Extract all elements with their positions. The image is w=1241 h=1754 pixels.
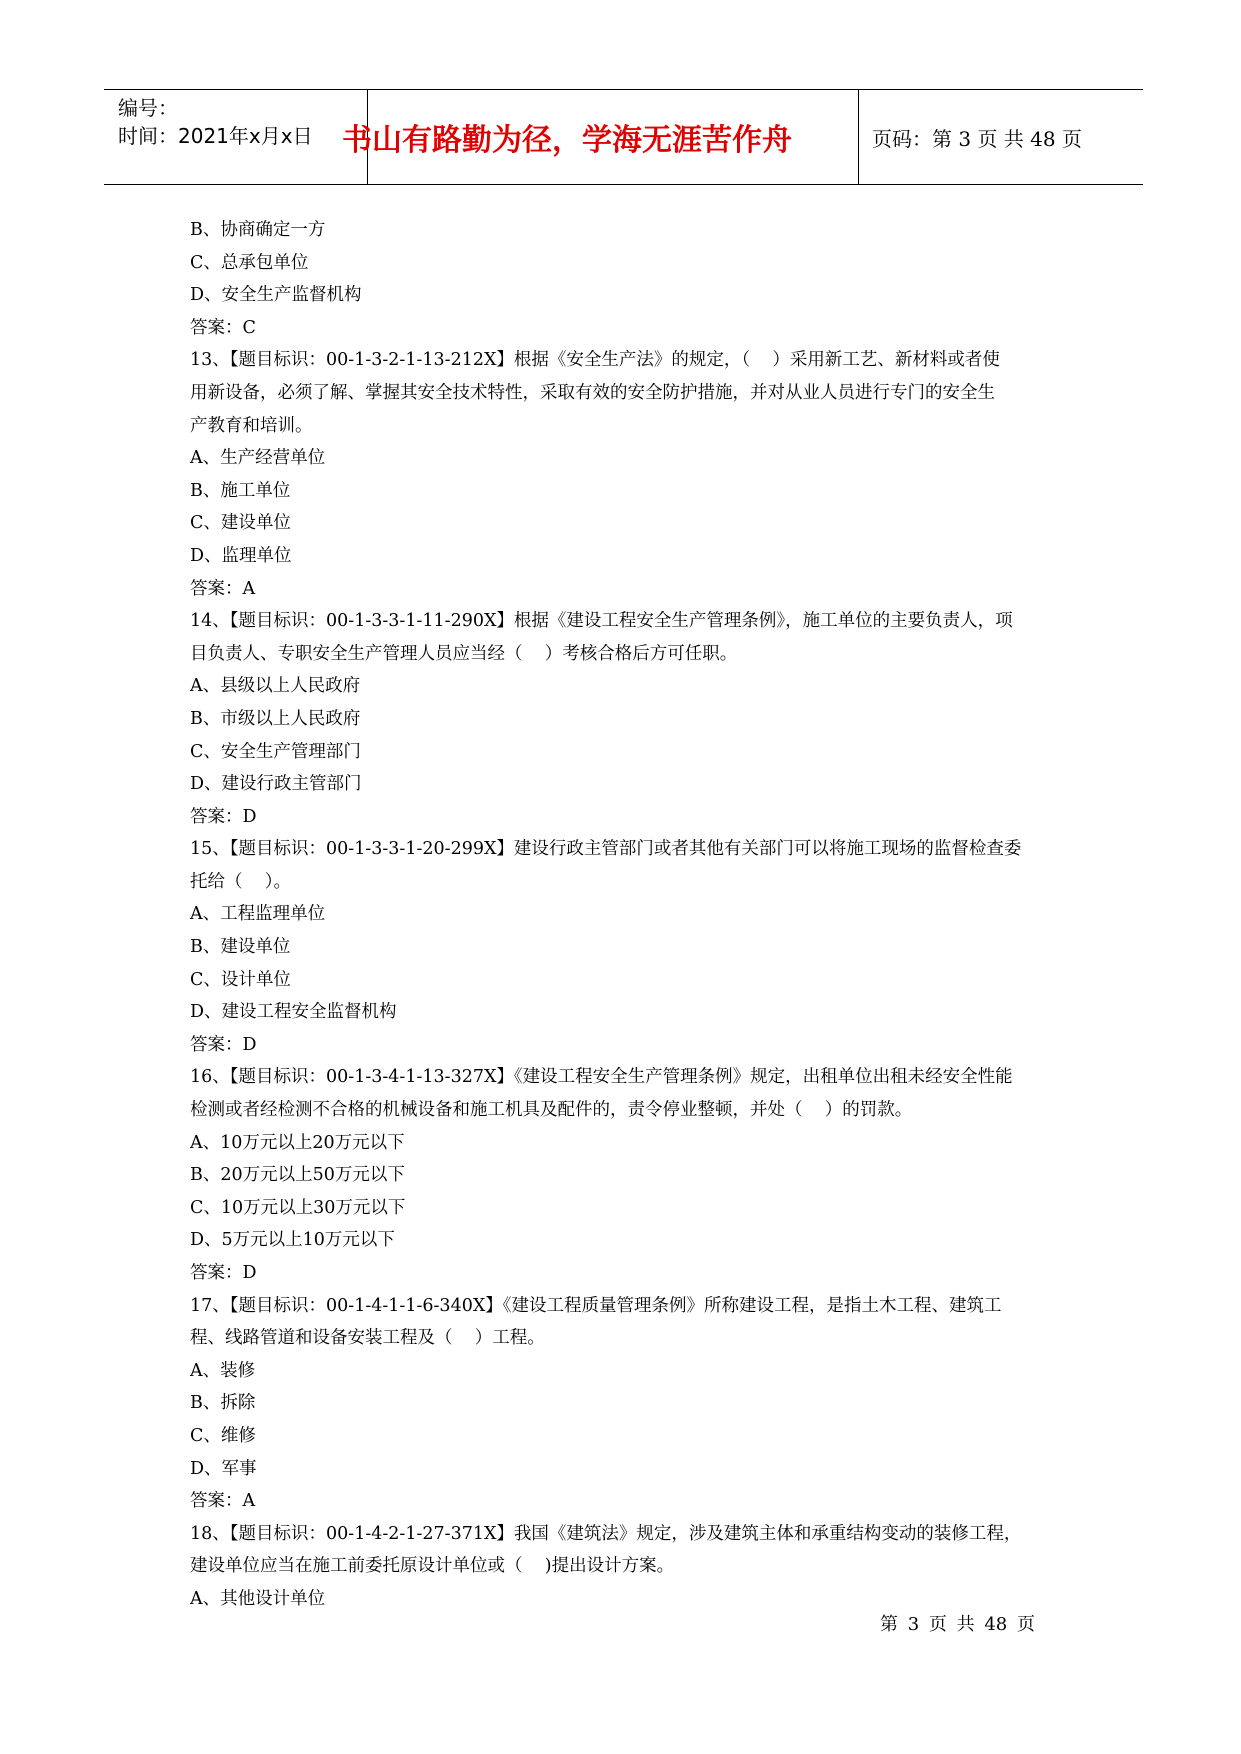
content-line: 检测或者经检测不合格的机械设备和施工机具及配件的，责令停业整顿，并处（ ）的罚款。 (190, 1100, 913, 1121)
content-line: 15、【题目标识：00-1-3-3-1-20-299X】建设行政主管部门或者其他有关部门可以将施工现场的监督检查委 (190, 839, 1022, 860)
content-line: A、工程监理单位 (190, 904, 326, 925)
content-line: 答案：A (190, 1491, 256, 1512)
content-line: B、协商确定一方 (190, 220, 326, 240)
content-line: D、建设行政主管部门 (190, 774, 362, 795)
content-line: 用新设备，必须了解、掌握其安全技术特性，采取有效的安全防护措施，并对从业人员进行专门的安全生 (190, 382, 995, 403)
content-line: A、县级以上人民政府 (190, 676, 361, 697)
content-line: A、其他设计单位 (190, 1588, 326, 1609)
content-line: 产教育和培训。 (190, 415, 313, 436)
content-line: C、维修 (190, 1425, 256, 1446)
time-label: 时间：2021年x月x日 (118, 124, 313, 148)
page-footer: 第 3 页 共 48 页 (880, 1614, 1035, 1635)
content-line: A、装修 (190, 1360, 256, 1381)
content-line: 16、【题目标识：00-1-3-4-1-13-327X】《建设工程安全生产管理条例》规定，出租单位出租未经安全性能 (190, 1067, 1013, 1088)
question-content (190, 214, 1070, 1616)
content-line: 托给（ ）。 (190, 871, 292, 892)
content-line: 13、【题目标识：00-1-3-2-1-13-212X】根据《安全生产法》的规定，（ ）采用新工艺、新材料或者使 (190, 350, 1000, 371)
content-line: C、总承包单位 (190, 252, 309, 273)
content-line: 14、【题目标识：00-1-3-3-1-11-290X】根据《建设工程安全生产管理条例》，施工单位的主要负责人，项 (190, 611, 1013, 632)
content-line: 程、线路管道和设备安装工程及（ ）工程。 (190, 1328, 545, 1349)
content-line: 建设单位应当在施工前委托原设计单位或（ )提出设计方案。 (190, 1556, 675, 1577)
serial-label: 编号： (118, 96, 178, 120)
content-line: D、5万元以上10万元以下 (190, 1230, 395, 1251)
content-line: D、监理单位 (190, 545, 292, 566)
header-divider (858, 90, 859, 184)
content-line: 17、【题目标识：00-1-4-1-1-6-340X】《建设工程质量管理条例》所称建设工程，是指土木工程、建筑工 (190, 1295, 1002, 1316)
content-line: C、设计单位 (190, 969, 291, 990)
content-line: D、军事 (190, 1458, 257, 1479)
header-page-label: 页码：第 3 页 共 48 页 (872, 126, 1082, 151)
content-line: B、施工单位 (190, 480, 291, 501)
header-motto: 书山有路勤为径，学海无涯苦作舟 (342, 123, 792, 158)
content-line: 答案：D (190, 806, 257, 827)
content-line: C、10万元以上30万元以下 (190, 1197, 406, 1218)
content-line: C、安全生产管理部门 (190, 741, 361, 762)
content-line: D、安全生产监督机构 (190, 285, 362, 306)
content-line: 答案：C (190, 317, 256, 338)
header-meta (118, 94, 313, 150)
content-line: 答案：D (190, 1034, 257, 1055)
content-line: B、拆除 (190, 1393, 256, 1414)
content-line: A、生产经营单位 (190, 448, 326, 469)
content-line: A、10万元以上20万元以下 (190, 1132, 405, 1153)
content-line: B、20万元以上50万元以下 (190, 1165, 405, 1186)
content-line: 目负责人、专职安全生产管理人员应当经（ ）考核合格后方可任职。 (190, 643, 738, 664)
content-line: 18、【题目标识：00-1-4-2-1-27-371X】我国《建筑法》规定，涉及建筑主体和承重结构变动的装修工程， (190, 1523, 1022, 1544)
page-header (104, 89, 1143, 185)
content-line: B、建设单位 (190, 937, 291, 958)
content-line: 答案：A (190, 578, 256, 599)
content-line: B、市级以上人民政府 (190, 708, 361, 729)
content-line: 答案：D (190, 1263, 257, 1283)
content-line: C、建设单位 (190, 513, 291, 534)
content-line: D、建设工程安全监督机构 (190, 1002, 397, 1023)
